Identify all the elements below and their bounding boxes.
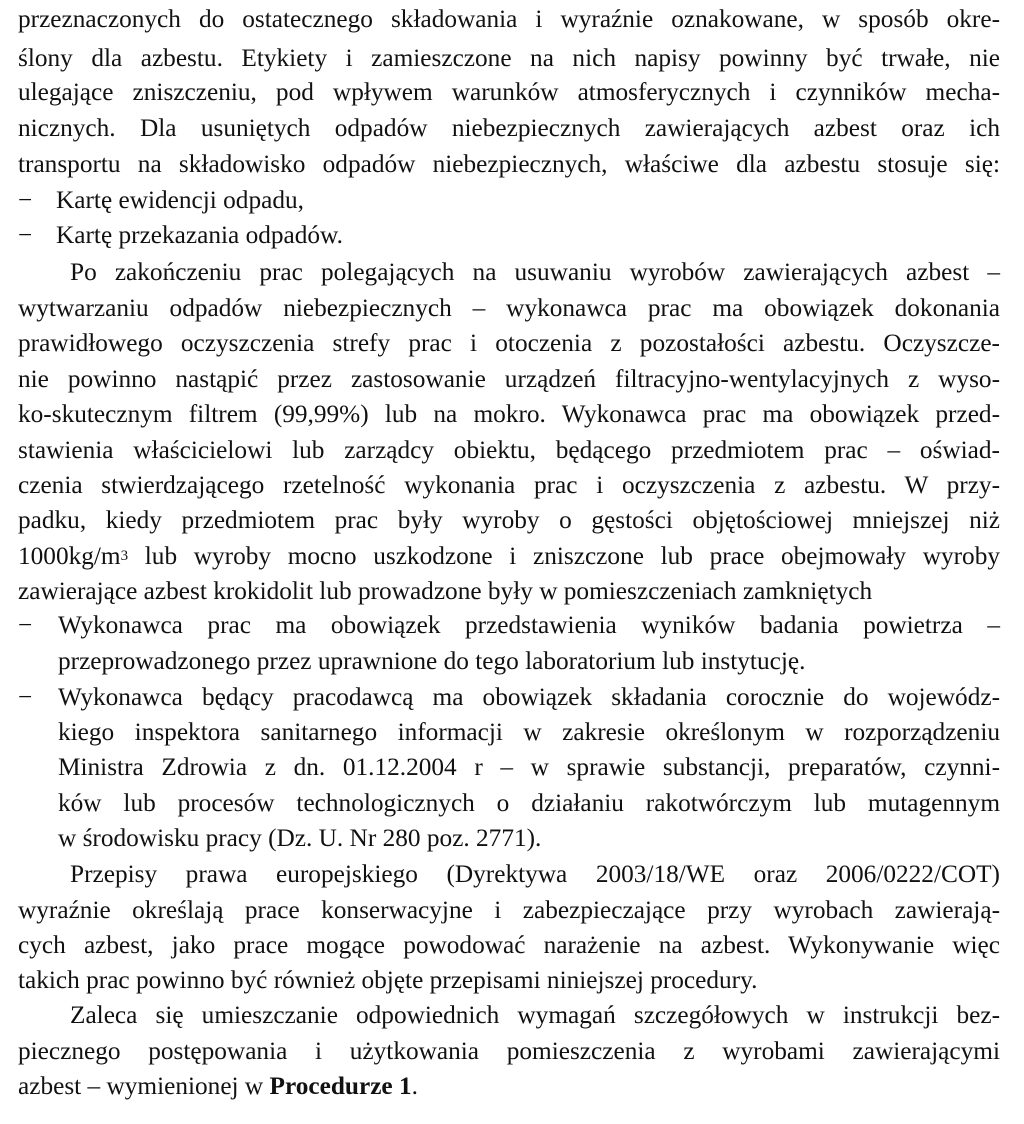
text-line: piecznego postępowania i użytkowania pomieszczenia z wyrobami zawierającymi xyxy=(18,1037,1000,1065)
superscript: 3 xyxy=(120,548,129,564)
list-item-continuation: kiego inspektora sanitarnego informacji w zakresie określonym w rozporządzeniu xyxy=(58,718,1000,746)
text-line: transportu na składowisko odpadów niebezpiecznych, właściwe dla azbestu stosuje się: xyxy=(18,150,1000,178)
list-item-continuation: Ministra Zdrowia z dn. 01.12.2004 r – w sprawie substancji, preparatów, czynni- xyxy=(58,753,1000,781)
text-line: padku, kiedy przedmiotem prac były wyroby o gęstości objętościowej mniejszej niż xyxy=(18,506,1000,534)
text-line: stawienia właścicielowi lub zarządcy obiektu, będącego przedmiotem prac – oświad- xyxy=(18,436,1000,464)
text-line: Po zakończeniu prac polegających na usuwaniu wyrobów zawierających azbest – xyxy=(70,258,1000,286)
bullet-dash: − xyxy=(18,683,33,711)
text-line: wytwarzaniu odpadów niebezpiecznych – wykonawca prac ma obowiązek dokonania xyxy=(18,294,1000,322)
list-item: Wykonawca prac ma obowiązek przedstawienia wyników badania powietrza – xyxy=(58,611,1000,639)
text-line: nicznych. Dla usuniętych odpadów niebezpiecznych zawierających azbest oraz ich xyxy=(18,114,1000,142)
text-run: lub wyroby mocno uszkodzone i zniszczone lub prace obejmowały wyroby xyxy=(128,542,1000,570)
text-line: wyraźnie określają prace konserwacyjne i zabezpieczające przy wyrobach zawierają- xyxy=(18,896,1000,924)
text-line xyxy=(18,1069,1000,1103)
text-line: Przepisy prawa europejskiego (Dyrektywa 2003/18/WE oraz 2006/0222/COT) xyxy=(70,860,1000,888)
bullet-dash: − xyxy=(18,611,33,639)
text-line: Zaleca się umieszczanie odpowiednich wymagań szczegółowych w instrukcji bez- xyxy=(70,1001,1000,1029)
text-line: ślony dla azbestu. Etykiety i zamieszczone na nich napisy powinny być trwałe, nie xyxy=(18,44,1000,72)
text-line: nie powinno nastąpić przez zastosowanie urządzeń filtracyjno-wentylacyjnych z wyso- xyxy=(18,365,1000,393)
text-line: ulegające zniszczeniu, pod wpływem warunków atmosferycznych i czynników mecha- xyxy=(18,78,1000,106)
text-line: ko-skutecznym filtrem (99,99%) lub na mokro. Wykonawca prac ma obowiązek przed- xyxy=(18,400,1000,428)
list-item: Kartę przekazania odpadów. xyxy=(56,221,344,249)
bullet-dash: − xyxy=(18,186,33,214)
text-line: takich prac powinno być również objęte przepisami niniejszej procedury. xyxy=(18,966,758,994)
text-line: przeznaczonych do ostatecznego składowania i wyraźnie oznakowane, w sposób okre- xyxy=(18,5,1000,33)
bullet-dash: − xyxy=(18,221,33,249)
text-line: cych azbest, jako prace mogące powodować narażenie na azbest. Wykonywanie więc xyxy=(18,931,1000,959)
text-line: czenia stwierdzającego rzetelność wykonania prac i oczyszczenia z azbestu. W przy- xyxy=(18,471,1000,499)
list-item-continuation: w środowisku pracy (Dz. U. Nr 280 poz. 2771). xyxy=(58,824,542,852)
list-item-continuation: ków lub procesów technologicznych o działaniu rakotwórczym lub mutagennym xyxy=(58,789,1000,817)
text-run: 1000kg/m xyxy=(18,542,121,570)
list-item: Kartę ewidencji odpadu, xyxy=(56,186,304,214)
procedure-reference: Procedurze 1 xyxy=(269,1072,412,1100)
list-item: Wykonawca będący pracodawcą ma obowiązek składania corocznie do wojewódz- xyxy=(58,683,1000,711)
text-run: . xyxy=(411,1072,418,1100)
text-line: prawidłowego oczyszczenia strefy prac i otoczenia z pozostałości azbestu. Oczyszcze- xyxy=(18,329,1000,357)
text-run: azbest – wymienionej w xyxy=(18,1072,270,1100)
text-line xyxy=(18,539,1000,573)
text-line: zawierające azbest krokidolit lub prowadzone były w pomieszczeniach zamkniętych xyxy=(18,577,873,605)
list-item-continuation: przeprowadzonego przez uprawnione do tego laboratorium lub instytucję. xyxy=(58,647,806,675)
